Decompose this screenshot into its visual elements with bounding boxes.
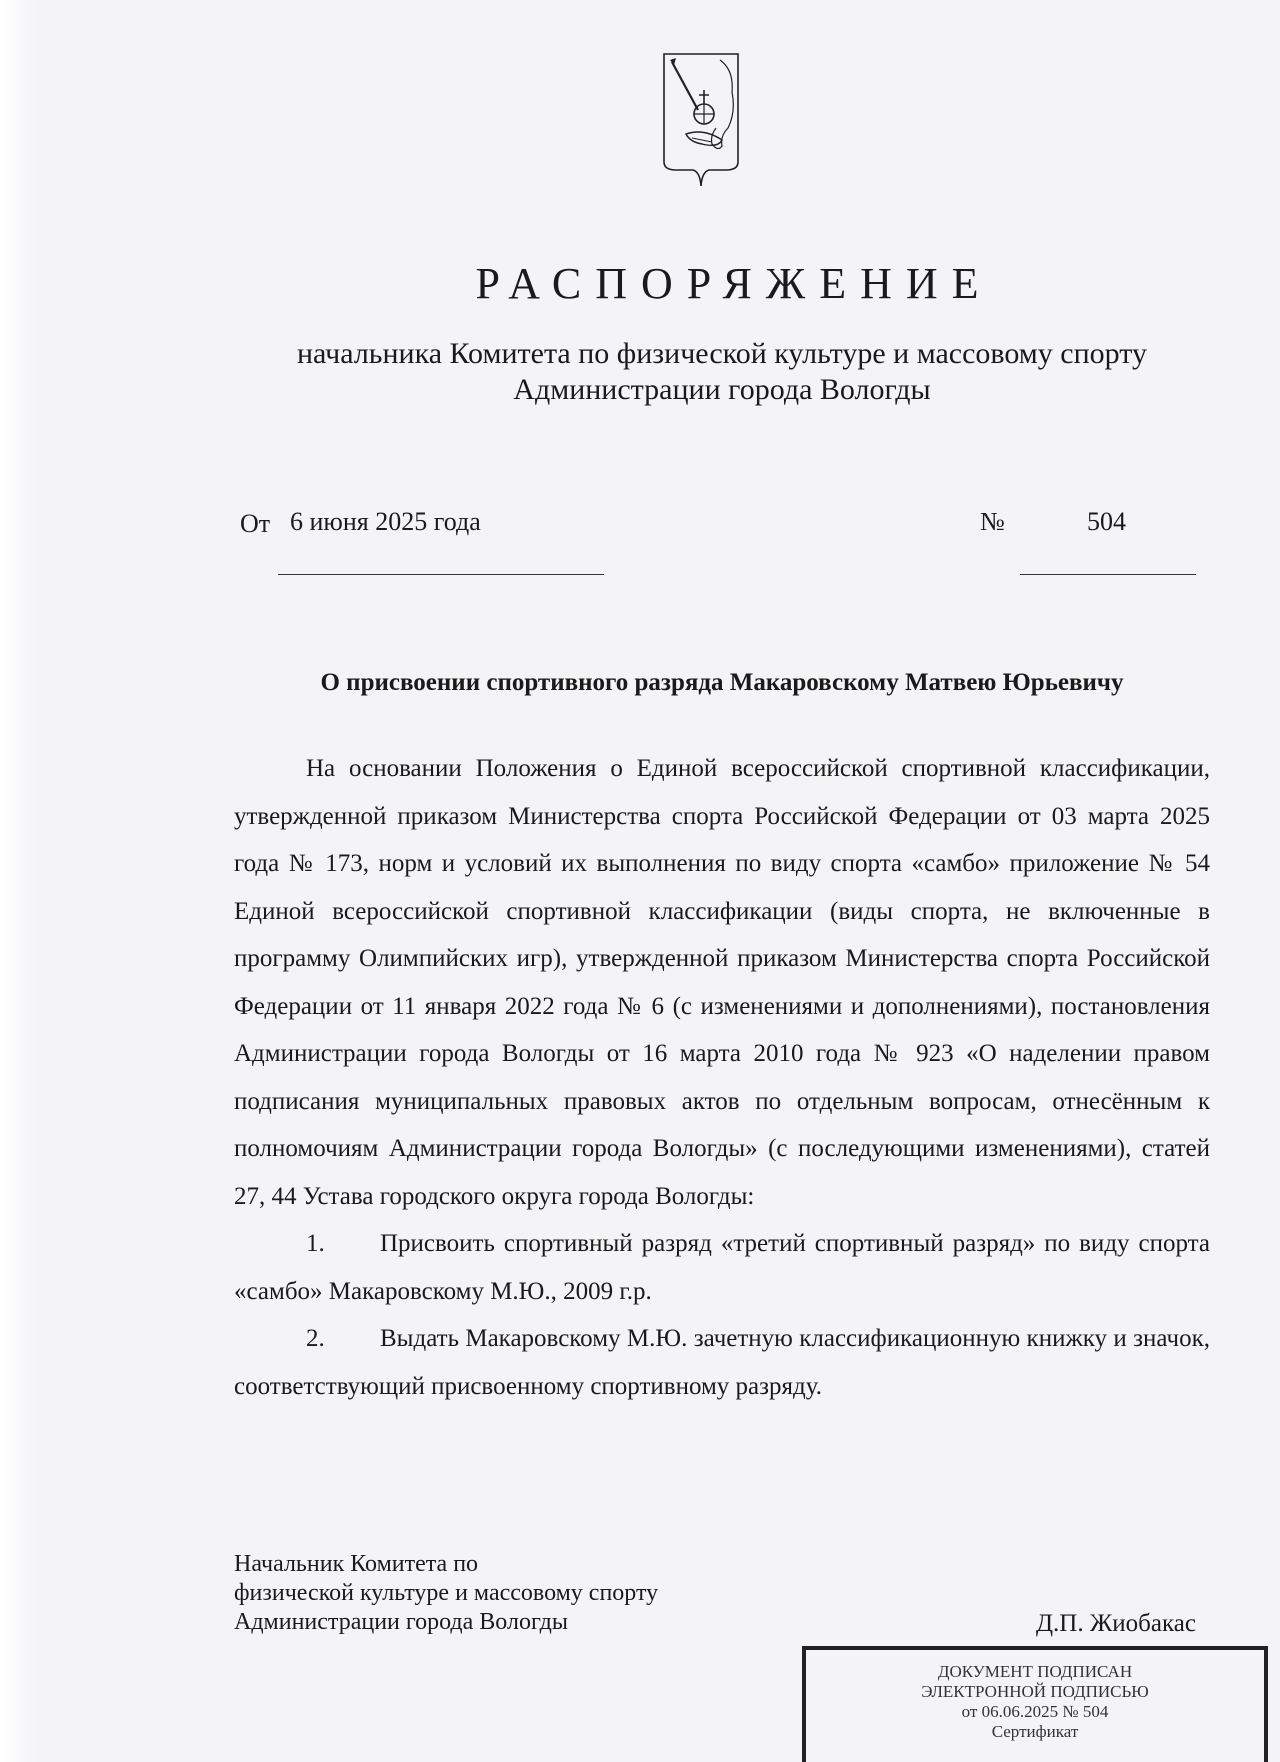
subtitle-line-1: начальника Комитета по физической культуре и массовому спорту: [297, 337, 1147, 370]
order-item-number: 1.: [306, 1230, 325, 1257]
esign-line-3: от 06.06.2025 № 504: [961, 1702, 1109, 1721]
order-item-text: Выдать Макаровскому М.Ю. зачетную классификационную книжку и значок, соответствующий присвоенному спортивному разряду.: [234, 1325, 1210, 1400]
date-underline: [278, 574, 604, 575]
document-subtitle: [236, 336, 1208, 408]
from-label: От: [240, 509, 271, 538]
signer-title: [234, 1550, 658, 1637]
order-item-1: [234, 1220, 1210, 1315]
signer-name: Д.П. Жиобакас: [1036, 1610, 1196, 1637]
preamble-paragraph: На основании Положения о Единой всероссийской спортивной классификации, утвержденной приказом Министерства спорта Российской Федерации от 03 марта 2025 года № 173, норм и условий их выполнения по виду спорта «самбо» приложение № 54 Единой всероссийской спортивной классификации (виды спорта, не включенные в программу Олимпийских игр), утвержденной приказом Министерства спорта Российской Федерации от 11 января 2022 года № 6 (с изменениями и дополнениями), постановления Администрации города Вологды от 16 марта 2010 года № 923 «О наделении правом подписания муниципальных правовых актов по отдельным вопросам, отнесённым к полномочиям Администрации города Вологды» (с последующими изменениями), статей 27, 44 Устава городского округа города Вологды:: [234, 755, 1210, 1210]
document-body: [234, 745, 1210, 1410]
order-item-2: [234, 1315, 1210, 1410]
signer-title-line-1: Начальник Комитета по: [234, 1551, 479, 1577]
electronic-signature-stamp: [802, 1646, 1268, 1762]
coat-of-arms-icon: [662, 52, 740, 188]
signer-title-line-3: Администрации города Вологды: [234, 1609, 568, 1635]
number-underline: [1020, 574, 1196, 575]
order-item-text: Присвоить спортивный разряд «третий спортивный разряд» по виду спорта «самбо» Макаровскому М.Ю., 2009 г.р.: [234, 1230, 1210, 1305]
document-number: 504: [1087, 507, 1126, 536]
document-date: 6 июня 2025 года: [290, 507, 481, 536]
esign-line-2: ЭЛЕКТРОННОЙ ПОДПИСЬЮ: [921, 1682, 1149, 1701]
order-item-number: 2.: [306, 1325, 325, 1352]
document-title: РАСПОРЯЖЕНИЕ: [475, 259, 993, 308]
subtitle-line-2: Администрации города Вологды: [513, 373, 931, 406]
number-sign: №: [980, 507, 1005, 536]
signer-title-line-2: физической культуре и массовому спорту: [234, 1580, 659, 1606]
esign-line-4: Сертификат: [991, 1722, 1079, 1741]
esign-line-1: ДОКУМЕНТ ПОДПИСАН: [937, 1662, 1133, 1681]
document-heading: О присвоении спортивного разряда Макаровскому Матвею Юрьевичу: [320, 669, 1124, 696]
